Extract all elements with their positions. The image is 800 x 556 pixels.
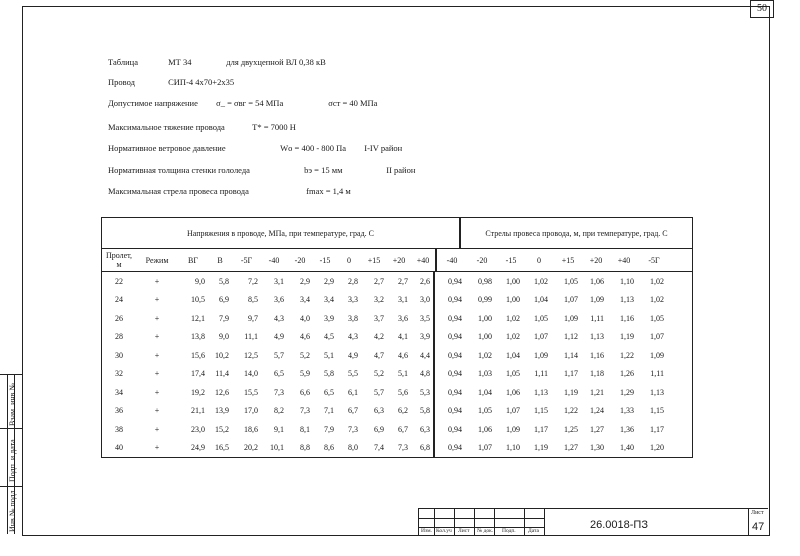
sag-col-header: +15 (561, 255, 575, 265)
table-row (102, 439, 692, 458)
mode-cell: + (154, 276, 160, 286)
stress-cell: 24,9 (191, 443, 205, 453)
stress-cell: 7,4 (374, 443, 384, 453)
sag-cell: 1,22 (564, 406, 578, 416)
span-cell: 26 (115, 313, 123, 323)
stress-cell: 15,6 (191, 350, 205, 360)
stress-col-header: -5Г (240, 255, 253, 265)
sag-cell: 0,98 (478, 276, 492, 286)
stress-cell: 3,9 (411, 328, 435, 347)
sag-cell: 1,10 (620, 276, 634, 286)
stamp-label-doc: № док. (477, 528, 494, 534)
stress-cell: 6,5 (324, 387, 334, 397)
stress-cell: 4,1 (398, 332, 408, 342)
sheet-label: Лист (751, 510, 764, 516)
sag-cell: 1,07 (564, 295, 578, 305)
stress-cell: 12,5 (244, 350, 258, 360)
stamp-label-podp: Подп. (502, 528, 516, 534)
sag-cell: 1,02 (478, 350, 492, 360)
top-page-number: 50 (750, 0, 774, 18)
sag-cell: 1,07 (506, 406, 520, 416)
stress-col-header: ВГ (188, 255, 198, 265)
sag-cell: 1,04 (534, 295, 548, 305)
span-cell: 22 (115, 276, 123, 286)
span-cell: 28 (115, 332, 123, 342)
sag-cell: 1,36 (620, 424, 634, 434)
meta-wind-line (108, 143, 402, 153)
sag-cell: 1,05 (506, 369, 520, 379)
stress-cell: 20,2 (244, 443, 258, 453)
table-code: МТ 34 (168, 57, 192, 67)
sag-cell: 0,94 (448, 350, 462, 360)
mode-cell: + (154, 443, 160, 453)
stress-cell: 6,9 (374, 424, 384, 434)
sag-cell: 1,06 (590, 276, 604, 286)
stress-col-header: +40 (411, 249, 437, 271)
span-cell: 38 (115, 424, 123, 434)
sag-cell: 1,17 (564, 369, 578, 379)
maxtension-label: Максимальное тяжение провода (108, 122, 225, 132)
stress-cell: 4,9 (348, 350, 358, 360)
sag-cell: 1,10 (506, 443, 520, 453)
stress-cell: 3,6 (398, 313, 408, 323)
span-cell: 32 (115, 369, 123, 379)
wire-label: Провод (108, 77, 135, 87)
meta-ice-line (108, 165, 415, 175)
stress-cell: 5,5 (348, 369, 358, 379)
stress-cell: 6,9 (219, 295, 229, 305)
sag-cell: 1,19 (620, 332, 634, 342)
stress-cell: 13,9 (215, 406, 229, 416)
data-table (101, 217, 693, 458)
stress-cell: 5,2 (374, 369, 384, 379)
table-row (102, 383, 692, 402)
sag-cell: 0,94 (448, 369, 462, 379)
meta-sag-line (108, 186, 351, 196)
stress-cell: 7,3 (348, 424, 358, 434)
sag-cell: 1,09 (590, 295, 604, 305)
stamp-label-koluch: Кол.уч (436, 528, 452, 534)
sag-cell: 1,00 (506, 276, 520, 286)
sag-cell: 1,09 (650, 350, 664, 360)
stress-cell: 3,0 (411, 291, 435, 310)
stress-cell: 6,7 (398, 424, 408, 434)
sag-cell: 1,03 (478, 369, 492, 379)
sag-cell: 1,04 (478, 387, 492, 397)
stress-cell: 4,3 (274, 313, 284, 323)
sag-cell: 1,14 (564, 350, 578, 360)
side-strip (0, 374, 22, 534)
sag-cell: 1,20 (650, 443, 664, 453)
meta-maxtension-line (108, 122, 296, 132)
stress-cell: 21,1 (191, 406, 205, 416)
stress-cell: 5,1 (398, 369, 408, 379)
stress-cell: 4,3 (348, 332, 358, 342)
stress-cell: 3,8 (348, 313, 358, 323)
stress-cell: 2,7 (374, 276, 384, 286)
table-row (102, 420, 692, 439)
sag-cell: 1,17 (534, 424, 548, 434)
stress-cell: 15,2 (215, 424, 229, 434)
stress-col-header: +15 (367, 255, 381, 265)
table-group-header (102, 218, 692, 249)
stress-cell: 17,4 (191, 369, 205, 379)
stress-cell: 6,5 (274, 369, 284, 379)
stress-cell: 5,7 (374, 387, 384, 397)
sag-cell: 1,15 (650, 406, 664, 416)
sag-cell: 1,24 (590, 406, 604, 416)
stress-cell: 5,9 (300, 369, 310, 379)
sag-cell: 1,00 (478, 332, 492, 342)
stress-cell: 3,5 (411, 309, 435, 328)
sag-cell: 1,13 (590, 332, 604, 342)
stress-cell: 7,3 (398, 443, 408, 453)
mode-cell: + (154, 350, 160, 360)
stress-cell: 11,4 (215, 369, 229, 379)
sag-cell: 1,33 (620, 406, 634, 416)
sag-cell: 1,16 (620, 313, 634, 323)
sag-cell: 1,13 (620, 295, 634, 305)
stress-cell: 7,2 (248, 276, 258, 286)
span-unit-text: м (116, 260, 122, 269)
stress-cell: 6,6 (300, 387, 310, 397)
sag-cell: 1,09 (506, 424, 520, 434)
sag-cell: 1,17 (650, 424, 664, 434)
ice-value: bэ = 15 мм (304, 165, 343, 175)
mode-cell: + (154, 332, 160, 342)
stress-cell: 4,5 (324, 332, 334, 342)
stress-cell: 12,1 (191, 313, 205, 323)
span-cell: 30 (115, 350, 123, 360)
stress-cell: 3,7 (374, 313, 384, 323)
sag-cell: 0,94 (448, 443, 462, 453)
stress-cell: 5,6 (398, 387, 408, 397)
sag-cell: 0,94 (448, 332, 462, 342)
sag-cell: 1,25 (564, 424, 578, 434)
stamp-label-izm: Изм. (421, 528, 432, 534)
stress-cell: 8,8 (300, 443, 310, 453)
mode-cell: + (154, 406, 160, 416)
stress-col-header: +20 (392, 255, 406, 265)
stress-cell: 3,1 (274, 276, 284, 286)
sag-cell: 1,06 (506, 387, 520, 397)
ice-label: Нормативная толщина стенки гололеда (108, 165, 250, 175)
stress-cell: 6,2 (398, 406, 408, 416)
sag-cell: 1,07 (534, 332, 548, 342)
sag-cell: 1,16 (590, 350, 604, 360)
stamp-label-list: Лист (458, 528, 470, 534)
stress-cell: 15,5 (244, 387, 258, 397)
sag-cell: 1,06 (478, 424, 492, 434)
sag-cell: 0,94 (448, 424, 462, 434)
stress-cell: 2,9 (300, 276, 310, 286)
stress-cell: 3,2 (374, 295, 384, 305)
stress-cell: 23,0 (191, 424, 205, 434)
sag-cell: 0,94 (448, 406, 462, 416)
stress-cell: 3,9 (324, 313, 334, 323)
sag-group-header: Стрелы провеса провода, м, при температуре, град. С (485, 228, 668, 238)
wire-value: СИП-4 4х70+2х35 (168, 77, 235, 87)
meta-table-line (108, 57, 326, 67)
stress-cell: 6,3 (411, 420, 435, 439)
stress-cell: 11,1 (244, 332, 258, 342)
stress-cell: 4,2 (374, 332, 384, 342)
span-cell: 24 (115, 295, 123, 305)
stress-cell: 9,1 (274, 424, 284, 434)
sag-cell: 1,11 (650, 369, 664, 379)
sag-cell: 0,94 (448, 387, 462, 397)
stress-cell: 5,8 (324, 369, 334, 379)
sag-cell: 1,19 (534, 443, 548, 453)
sag-cell: 0,94 (448, 313, 462, 323)
stress-cell: 4,7 (374, 350, 384, 360)
stress-cell: 6,1 (348, 387, 358, 397)
stress-cell: 19,2 (191, 387, 205, 397)
stress-cell: 9,0 (219, 332, 229, 342)
stress-cell: 9,7 (248, 313, 258, 323)
span-header-text: Пролет, (105, 251, 133, 260)
stress-cell: 5,2 (300, 350, 310, 360)
stress-cell: 3,4 (300, 295, 310, 305)
stress-group-header: Напряжения в проводе, МПа, при температуре, град. С (102, 218, 461, 248)
stress-cell: 7,3 (300, 406, 310, 416)
stress-cell: 7,9 (219, 313, 229, 323)
stress-cell: 4,6 (300, 332, 310, 342)
stress-cell: 16,5 (215, 443, 229, 453)
stress-cell: 10,5 (191, 295, 205, 305)
span-cell: 40 (115, 443, 123, 453)
sag-cell: 1,02 (650, 295, 664, 305)
sag-col-header: +20 (589, 255, 603, 265)
stress-cell: 8,0 (348, 443, 358, 453)
sag-cell: 1,02 (506, 332, 520, 342)
table-body (102, 249, 692, 457)
stress-cell: 2,8 (348, 276, 358, 286)
side-sign-label: Подп. и дата (8, 439, 17, 482)
wind-label: Нормативное ветровое давление (108, 143, 226, 153)
sag-cell: 1,12 (564, 332, 578, 342)
sag-cell: 1,13 (650, 387, 664, 397)
sag-cell: 1,27 (590, 424, 604, 434)
meta-allowed-line (108, 98, 377, 108)
stress-cell: 9,0 (195, 276, 205, 286)
stress-cell: 14,0 (244, 369, 258, 379)
table-column-header-row (102, 249, 692, 272)
stress-cell: 5,7 (274, 350, 284, 360)
mode-cell: + (154, 313, 160, 323)
sag-value: fmax = 1,4 м (306, 186, 351, 196)
sag-cell: 0,94 (448, 276, 462, 286)
sag-col-header: -20 (476, 255, 488, 265)
maxtension-value: T* = 7000 Н (252, 122, 296, 132)
stamp-label-date: Дата (528, 528, 539, 534)
stress-cell: 2,7 (398, 276, 408, 286)
stress-cell: 2,6 (411, 272, 435, 291)
side-inv-label: Инв.№ подл. (8, 488, 17, 532)
mode-cell: + (154, 295, 160, 305)
stress-cell: 3,3 (348, 295, 358, 305)
stress-cell: 10,1 (270, 443, 284, 453)
stress-cell: 8,1 (300, 424, 310, 434)
sag-cell: 1,00 (506, 295, 520, 305)
sag-cell: 1,09 (534, 350, 548, 360)
stress-cell: 7,9 (324, 424, 334, 434)
table-label: Таблица (108, 57, 138, 67)
table-row (102, 346, 692, 365)
stress-cell: 3,6 (274, 295, 284, 305)
stress-cell: 3,1 (398, 295, 408, 305)
sag-cell: 1,05 (478, 406, 492, 416)
stress-cell: 18,6 (244, 424, 258, 434)
stress-cell: 8,5 (248, 295, 258, 305)
sag-cell: 1,40 (620, 443, 634, 453)
stress-cell: 4,0 (300, 313, 310, 323)
sag-cell: 1,00 (478, 313, 492, 323)
sag-col-header: -15 (505, 255, 517, 265)
stress-cell: 8,2 (274, 406, 284, 416)
span-header (102, 251, 136, 269)
allowed-formula-1: σ_ = σвг = 54 МПа (216, 98, 284, 108)
sag-col-header: 0 (537, 255, 541, 265)
mode-cell: + (154, 424, 160, 434)
sag-cell: 1,07 (478, 443, 492, 453)
table-desc: для двухцепной ВЛ 0,38 кВ (226, 57, 326, 67)
stress-col-header: 0 (347, 255, 351, 265)
sag-cell: 1,21 (590, 387, 604, 397)
stress-cell: 7,3 (274, 387, 284, 397)
allowed-formula-2: σст = 40 МПа (328, 98, 378, 108)
stress-cell: 6,3 (374, 406, 384, 416)
sag-col-header: +40 (617, 255, 631, 265)
sag-cell: 1,26 (620, 369, 634, 379)
stress-col-header: -15 (319, 255, 331, 265)
stress-cell: 4,4 (411, 346, 435, 365)
stress-cell: 10,2 (215, 350, 229, 360)
sag-cell: 1,30 (590, 443, 604, 453)
stress-cell: 12,6 (215, 387, 229, 397)
table-row (102, 309, 692, 328)
sag-cell: 1,02 (650, 276, 664, 286)
sag-label: Максимальная стрела провеса провода (108, 186, 249, 196)
stress-col-header: -20 (294, 255, 306, 265)
stress-cell: 2,9 (324, 276, 334, 286)
stress-cell: 7,1 (324, 406, 334, 416)
sag-cell: 1,11 (534, 369, 548, 379)
sag-cell: 1,07 (650, 332, 664, 342)
side-replace-label: Взам. инв.№ (8, 382, 17, 426)
stress-cell: 13,8 (191, 332, 205, 342)
ice-region: II район (386, 165, 416, 175)
wind-region: I-IV район (364, 143, 403, 153)
stress-col-header: В (217, 255, 223, 265)
stress-cell: 4,8 (411, 365, 435, 384)
stress-cell: 5,8 (411, 402, 435, 421)
sag-cell: 1,11 (590, 313, 604, 323)
sag-col-header: -40 (446, 255, 458, 265)
allowed-label: Допустимое напряжение (108, 98, 198, 108)
sag-cell: 1,29 (620, 387, 634, 397)
sag-cell: 1,02 (534, 276, 548, 286)
sag-cell: 1,15 (534, 406, 548, 416)
sag-cell: 1,05 (650, 313, 664, 323)
table-row (102, 365, 692, 384)
sheet-number: 47 (752, 521, 765, 533)
sag-col-header: -5Г (648, 255, 660, 265)
span-cell: 34 (115, 387, 123, 397)
sag-cell: 1,18 (590, 369, 604, 379)
meta-wire-line (108, 77, 234, 87)
stress-cell: 3,4 (324, 295, 334, 305)
sag-cell: 1,05 (564, 276, 578, 286)
mode-header: Режим (145, 255, 169, 265)
stress-cell: 8,6 (324, 443, 334, 453)
sag-cell: 1,13 (534, 387, 548, 397)
stress-cell: 5,1 (324, 350, 334, 360)
stress-col-header: -40 (268, 255, 280, 265)
sag-cell: 1,02 (506, 313, 520, 323)
stress-cell: 5,3 (411, 383, 435, 402)
sag-cell: 1,19 (564, 387, 578, 397)
document-number: 26.0018-ПЗ (590, 519, 648, 531)
table-row (102, 328, 692, 347)
wind-value: Wо = 400 - 800 Па (280, 143, 347, 153)
sag-cell: 0,94 (448, 295, 462, 305)
span-cell: 36 (115, 406, 123, 416)
stress-cell: 6,7 (348, 406, 358, 416)
table-row (102, 402, 692, 421)
stress-cell: 17,0 (244, 406, 258, 416)
sag-cell: 1,09 (564, 313, 578, 323)
stress-cell: 6,8 (411, 439, 435, 458)
sag-cell: 1,04 (506, 350, 520, 360)
mode-cell: + (154, 387, 160, 397)
mode-cell: + (154, 369, 160, 379)
stress-cell: 4,6 (398, 350, 408, 360)
sag-cell: 0,99 (478, 295, 492, 305)
sag-cell: 1,27 (564, 443, 578, 453)
stress-cell: 5,8 (219, 276, 229, 286)
sag-cell: 1,22 (620, 350, 634, 360)
sag-cell: 1,05 (534, 313, 548, 323)
table-row (102, 272, 692, 291)
stress-cell: 4,9 (274, 332, 284, 342)
table-row (102, 291, 692, 310)
